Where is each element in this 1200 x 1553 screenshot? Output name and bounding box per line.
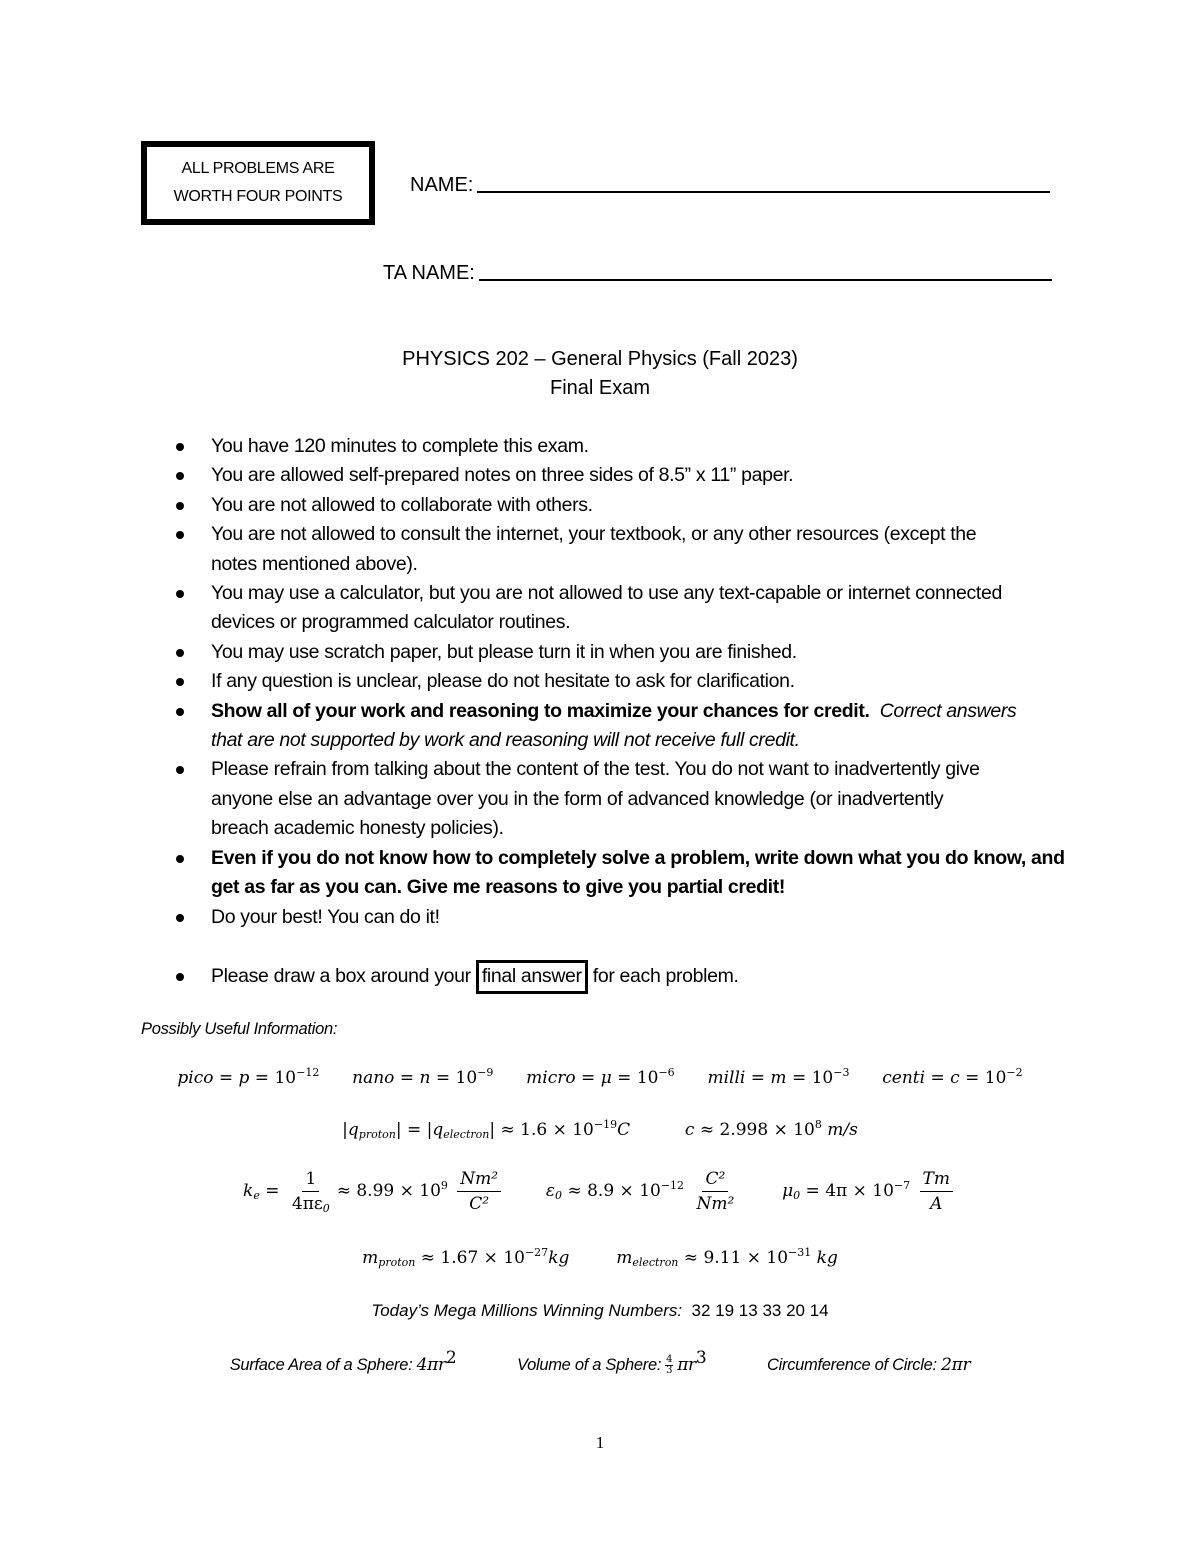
bullet-icon <box>176 472 184 480</box>
bullet-icon <box>176 678 184 686</box>
prefix-pico: pico = $p = 10^{-12}$ <box>177 1066 320 1088</box>
points-notice-line2: WORTH FOUR POINTS <box>173 188 343 205</box>
prefix-centi: centi = $c = 10^{-2}$ <box>882 1066 1023 1088</box>
exam-title <box>0 345 1200 403</box>
name-field-row <box>410 174 1050 197</box>
em-constants-line <box>0 1168 1200 1215</box>
points-notice-line1: ALL PROBLEMS ARE <box>181 160 335 177</box>
proton-mass: $m_{proton} \approx 1.67 \times 10^{-27}kg$ <box>362 1246 570 1269</box>
bullet-icon <box>176 914 184 922</box>
rule-item: If any question is unclear, please do not hesitate to ask for clarification. <box>172 667 1072 696</box>
lottery-label: Today’s Mega Millions Winning Numbers: <box>371 1301 683 1320</box>
name-input-line[interactable] <box>477 191 1050 193</box>
vacuum-permeability: $\mu_0 = 4\pi \times 10^{-7}$ $\frac{Tm}{A}$ <box>782 1181 957 1201</box>
bullet-icon <box>176 708 184 716</box>
bullet-icon <box>176 649 184 657</box>
bullet-icon <box>176 855 184 863</box>
vacuum-permittivity: $\varepsilon_0 \approx 8.9 \times 10^{-12}$ $\frac{\text{C²}}{\text{Nm²}}$ <box>545 1169 735 1214</box>
coulomb-constant: $k_e$ = $\frac{1}{4\pi\varepsilon_0}$ ≈ $8.99 \times 10^9$ $\frac{\text{Nm²}}{\text{C²}}$ <box>243 1181 505 1201</box>
geometry-formulas-line <box>0 1348 1200 1377</box>
bullet-icon <box>176 531 184 539</box>
ta-name-label: TA NAME: <box>383 262 475 284</box>
circle-circumference: Circumference of Circle: 2πr <box>767 1355 971 1375</box>
exam-rules-list <box>172 432 1072 991</box>
rule-item-partial-credit: Even if you do not know how to completely solve a problem, write down what you do know, and get as far as you can. Give me reasons to give you partial credit! <box>172 844 1072 903</box>
rule-item-final-answer: Please draw a box around your final answer for each problem. <box>172 962 1072 991</box>
ta-name-field-row <box>383 262 1052 285</box>
masses-line <box>0 1248 1200 1268</box>
rule-item: You are not allowed to consult the internet, your textbook, or any other resources (except the notes mentioned above). <box>172 520 1072 579</box>
rule-item: You have 120 minutes to complete this exam. <box>172 432 1072 461</box>
rule-item-show-work: Show all of your work and reasoning to maximize your chances for credit. Correct answers that are not supported by work and reasoning will not receive full credit. <box>172 697 1072 756</box>
bullet-icon <box>176 502 184 510</box>
prefix-micro: micro = $\mu = 10^{-6}$ <box>526 1066 675 1088</box>
ta-name-input-line[interactable] <box>479 279 1052 281</box>
rule-item: You are not allowed to collaborate with others. <box>172 491 1072 520</box>
page-number: 1 <box>595 1433 605 1452</box>
course-title: PHYSICS 202 – General Physics (Fall 2023) <box>402 348 798 370</box>
bullet-icon <box>176 973 184 981</box>
points-notice-box <box>141 141 375 225</box>
rule-item: You may use a calculator, but you are not allowed to use any text-capable or internet connected devices or programmed calculator routines. <box>172 579 1072 638</box>
prefix-nano: nano = $n = 10^{-9}$ <box>352 1066 494 1088</box>
bullet-icon <box>176 766 184 774</box>
exam-name: Final Exam <box>549 377 651 399</box>
speed-of-light: $c \approx 2.998 \times 10^8$ m/s <box>684 1118 858 1140</box>
sphere-surface-area: Surface Area of a Sphere: $4\pi r^2$ <box>229 1348 457 1375</box>
name-label: NAME: <box>410 174 474 196</box>
rule-item: Please refrain from talking about the content of the test. You do not want to inadvertently give anyone else an advantage over you in the form of advanced knowledge (or inadvertently breach academic honesty policies). <box>172 755 1072 843</box>
charge-light-line <box>0 1120 1200 1140</box>
rule-item: Do your best! You can do it! <box>172 903 1072 932</box>
electron-mass: $m_{electron} \approx 9.11 \times 10^{-31}$ kg <box>616 1246 838 1269</box>
prefix-milli: milli = $m = 10^{-3}$ <box>707 1066 850 1088</box>
lottery-numbers: 32 19 13 33 20 14 <box>691 1301 829 1320</box>
useful-info-title: Possibly Useful Information: <box>141 1020 338 1038</box>
rule-item: You may use scratch paper, but please turn it in when you are finished. <box>172 638 1072 667</box>
final-answer-box: final answer <box>476 960 588 994</box>
elementary-charge: $|q_{proton}| = |q_{electron}| \approx 1.6 \times 10^{-19}C$ <box>342 1118 631 1141</box>
lottery-line <box>0 1301 1200 1321</box>
bullet-icon <box>176 590 184 598</box>
metric-prefixes-line <box>0 1068 1200 1088</box>
bullet-icon <box>176 443 184 451</box>
sphere-volume: Volume of a Sphere: $\frac{4}{3}$ $\pi r^3$ <box>517 1348 707 1377</box>
rule-item: You are allowed self-prepared notes on three sides of 8.5” x 11” paper. <box>172 461 1072 490</box>
